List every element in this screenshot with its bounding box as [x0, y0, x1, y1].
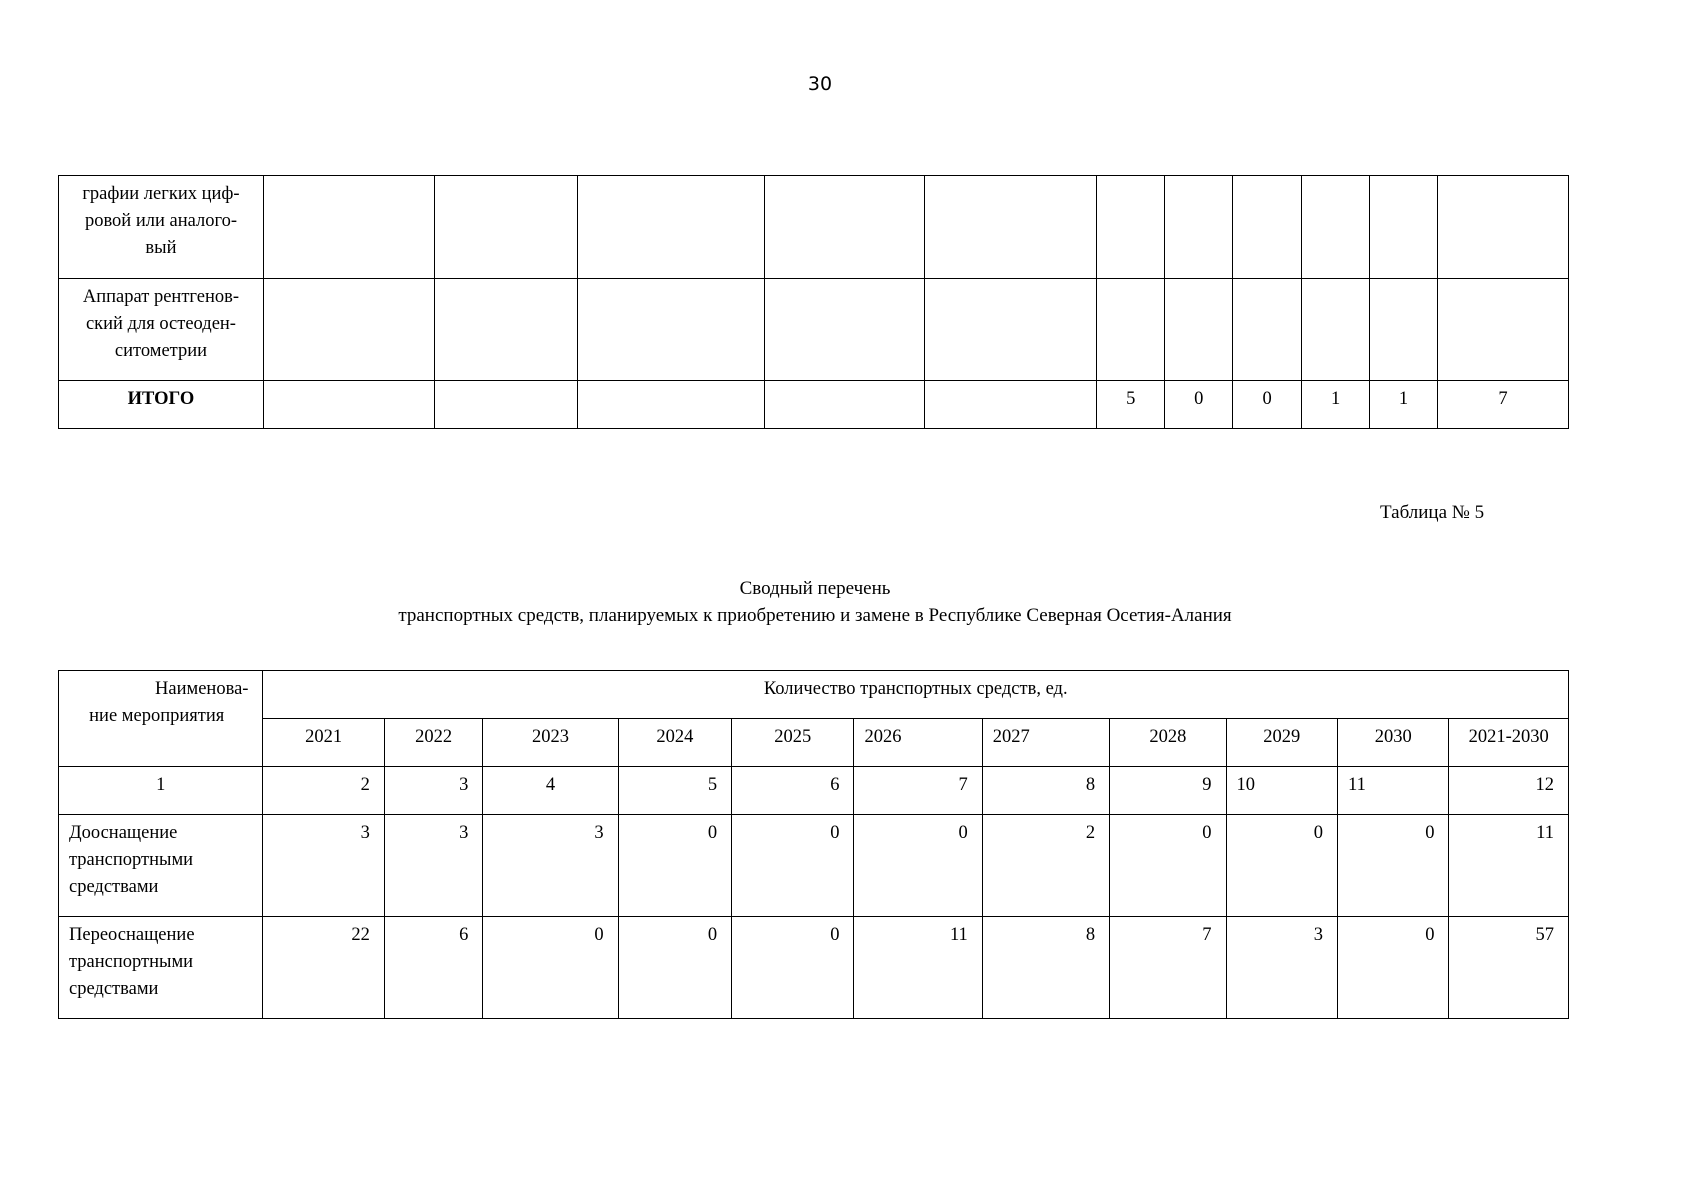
table-caption: Таблица № 5: [1380, 502, 1485, 523]
column-number: 1: [59, 767, 263, 815]
table-cell: 3: [1226, 917, 1337, 1019]
table-cell: 0: [1110, 815, 1226, 917]
table-cell: [434, 381, 577, 429]
year-header: 2027: [982, 719, 1109, 767]
table-cell: 0: [483, 917, 618, 1019]
table-row: [59, 176, 1569, 279]
column-number: 3: [384, 767, 483, 815]
table-cell: 0: [1338, 815, 1449, 917]
row-name-cell: Аппарат рентгенов- ский для остеоден- ситометрии: [59, 279, 264, 381]
table-cell: [1233, 279, 1302, 381]
year-header: 2024: [618, 719, 731, 767]
year-header: 2025: [732, 719, 854, 767]
table-cell: [925, 381, 1097, 429]
row-name-cell: Дооснащение транспортными средствами: [59, 815, 263, 917]
table-cell: 0: [1338, 917, 1449, 1019]
table-cell: [925, 279, 1097, 381]
table-cell: 11: [1449, 815, 1569, 917]
table-cell: [1165, 176, 1233, 279]
table-cell: [764, 279, 925, 381]
table-cell: 7: [1110, 917, 1226, 1019]
table-cell: [1438, 176, 1569, 279]
column-number: 7: [854, 767, 982, 815]
table-cell: 8: [982, 917, 1109, 1019]
table-cell: 0: [854, 815, 982, 917]
table-cell: 5: [1097, 381, 1165, 429]
row-name-cell: Переоснащение транспортными средствами: [59, 917, 263, 1019]
table-cell: [434, 279, 577, 381]
table-cell: [1370, 279, 1438, 381]
year-header: 2021-2030: [1449, 719, 1569, 767]
table-cell: [263, 381, 434, 429]
table-cell: [1165, 279, 1233, 381]
table-row: [59, 815, 1569, 917]
year-header: 2029: [1226, 719, 1337, 767]
table-cell: 0: [1226, 815, 1337, 917]
table-cell: 0: [618, 917, 731, 1019]
table-cell: [263, 176, 434, 279]
table-cell: [925, 176, 1097, 279]
column-number: 11: [1338, 767, 1449, 815]
table-cell: [1302, 279, 1370, 381]
column-number: 8: [982, 767, 1109, 815]
name-header: Наименова- ние мероприятия: [59, 671, 263, 767]
table-cell: 7: [1438, 381, 1569, 429]
column-number: 2: [263, 767, 384, 815]
page-number: 30: [807, 73, 833, 95]
table-cell: 0: [732, 815, 854, 917]
column-numbers-row: [59, 767, 1569, 815]
year-header: 2028: [1110, 719, 1226, 767]
year-header: 2026: [854, 719, 982, 767]
table-cell: [434, 176, 577, 279]
column-number: 4: [483, 767, 618, 815]
years-row: [59, 719, 1569, 767]
table-cell: 3: [384, 815, 483, 917]
table-cell: [577, 381, 764, 429]
table-cell: [577, 279, 764, 381]
table-cell: 1: [1370, 381, 1438, 429]
table-cell: [764, 176, 925, 279]
table-cell: 3: [483, 815, 618, 917]
table-cell: [1438, 279, 1569, 381]
year-header: 2021: [263, 719, 384, 767]
table-cell: [1370, 176, 1438, 279]
table-cell: 1: [1302, 381, 1370, 429]
table-cell: [764, 381, 925, 429]
table-title: Сводный перечень транспортных средств, планируемых к приобретению и замене в Республике Северная Осетия-Алания: [398, 578, 1232, 626]
table-cell: 11: [854, 917, 982, 1019]
table-cell: [1097, 279, 1165, 381]
header-row: [59, 671, 1569, 719]
table-cell: 0: [618, 815, 731, 917]
column-number: 6: [732, 767, 854, 815]
table-cell: [1302, 176, 1370, 279]
table-cell: [1097, 176, 1165, 279]
table-cell: [1233, 176, 1302, 279]
table-cell: 22: [263, 917, 384, 1019]
transport-summary-table: [58, 670, 1569, 1019]
total-row: [59, 381, 1569, 429]
table-row: [59, 279, 1569, 381]
year-header: 2022: [384, 719, 483, 767]
total-label: ИТОГО: [59, 381, 264, 429]
table-cell: [577, 176, 764, 279]
table-row: [59, 917, 1569, 1019]
table-cell: 57: [1449, 917, 1569, 1019]
table-cell: [263, 279, 434, 381]
equipment-table-continuation: [58, 175, 1569, 429]
column-number: 9: [1110, 767, 1226, 815]
column-number: 10: [1226, 767, 1337, 815]
table-cell: 0: [732, 917, 854, 1019]
table-cell: 2: [982, 815, 1109, 917]
year-header: 2030: [1338, 719, 1449, 767]
table-cell: 0: [1233, 381, 1302, 429]
column-number: 5: [618, 767, 731, 815]
group-header: Количество транспортных средств, ед.: [263, 671, 1569, 719]
column-number: 12: [1449, 767, 1569, 815]
row-name-cell: графии легких циф- ровой или аналого- вый: [59, 176, 264, 279]
table-cell: 0: [1165, 381, 1233, 429]
table-cell: 3: [263, 815, 384, 917]
table-cell: 6: [384, 917, 483, 1019]
year-header: 2023: [483, 719, 618, 767]
